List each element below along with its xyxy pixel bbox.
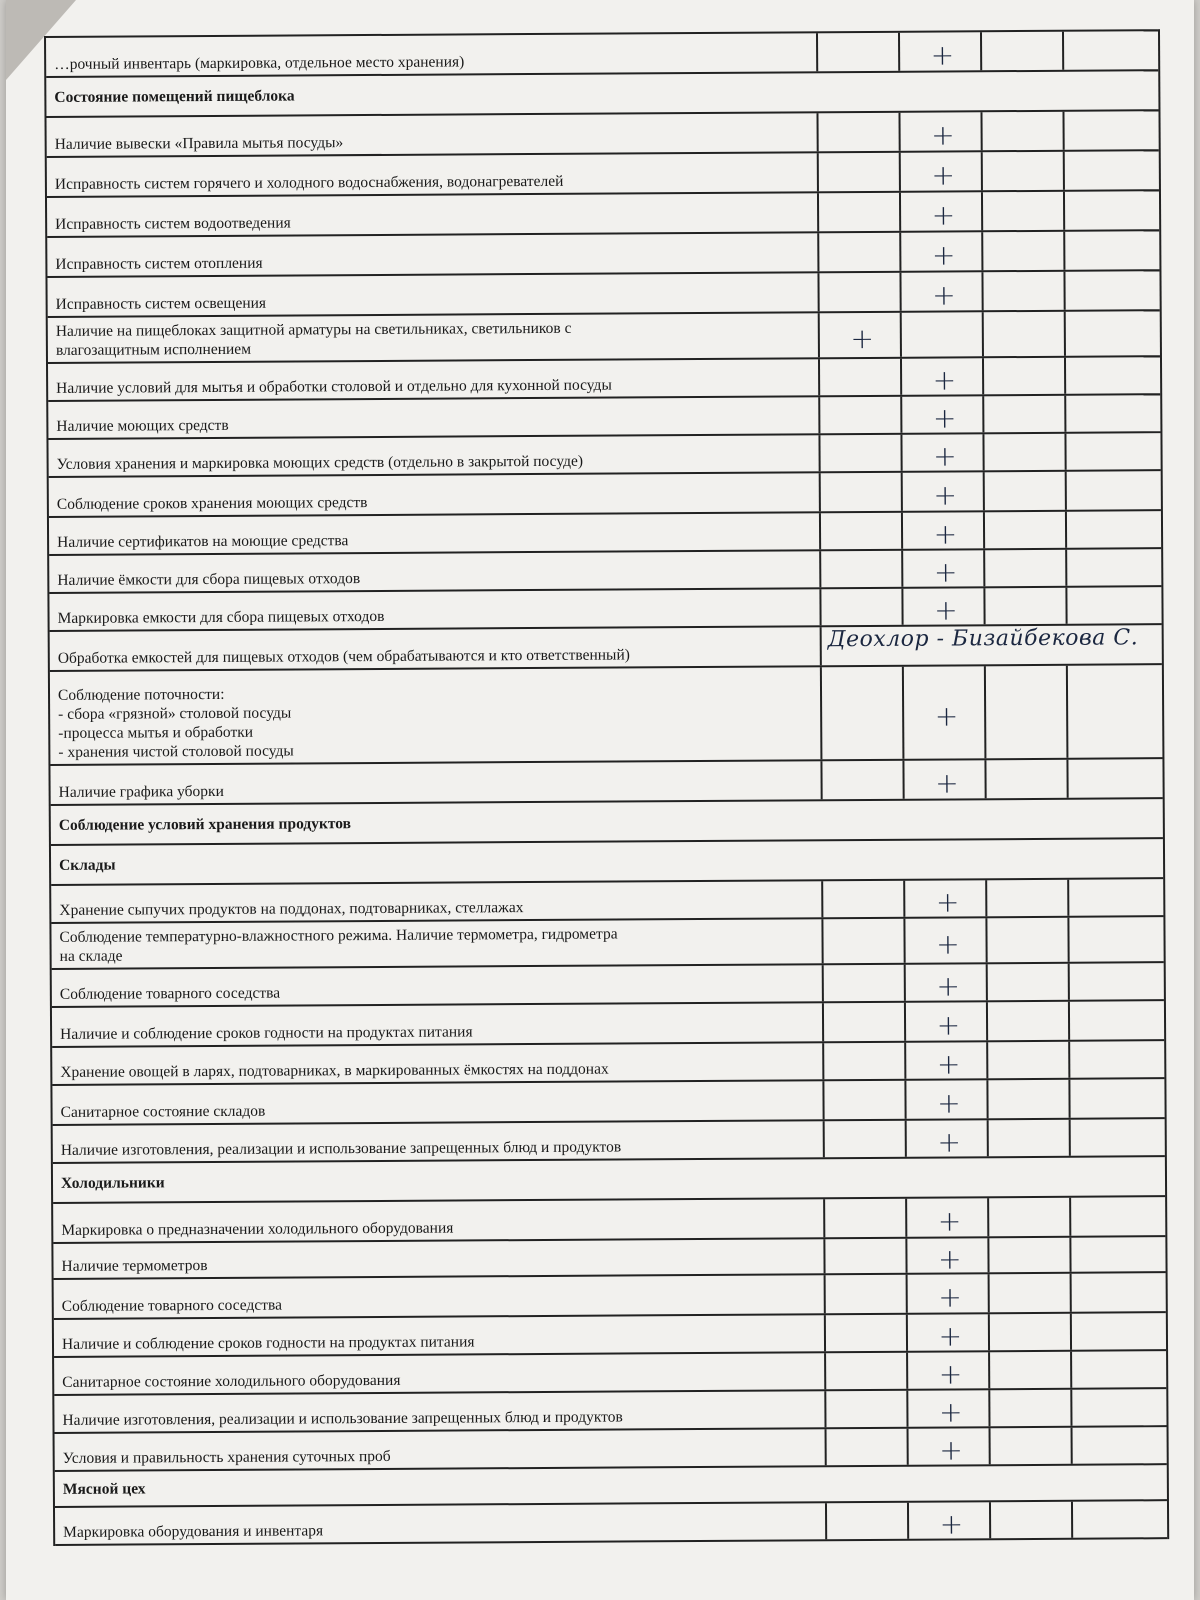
table-row <box>50 623 1162 670</box>
criterion-label: Соблюдение товарного соседства <box>59 984 281 1003</box>
mark-cell-3 <box>983 472 1065 511</box>
mark-cell-4 <box>1063 191 1159 230</box>
table-row <box>48 393 1160 438</box>
handwritten-plus-mark: + <box>938 1357 963 1391</box>
mark-cell-2 <box>904 1080 986 1119</box>
handwritten-plus-mark: + <box>937 1125 961 1159</box>
table-row <box>48 355 1160 400</box>
handwritten-plus-mark: + <box>933 517 958 551</box>
mark-cell-2 <box>906 1314 988 1351</box>
mark-cell-3 <box>988 1390 1070 1427</box>
mark-cell-2 <box>905 1120 987 1157</box>
criterion-label: Соблюдение температурно-влажностного режима. Наличие термометра, гидрометра на складе <box>59 925 618 965</box>
handwritten-plus-mark: + <box>938 1395 963 1429</box>
table-row <box>49 585 1161 630</box>
handwritten-plus-mark: + <box>934 593 958 627</box>
mark-cell-4 <box>1064 357 1160 394</box>
mark-cell-2 <box>902 666 985 758</box>
mark-cell-2 <box>899 152 981 191</box>
mark-cell-2 <box>902 760 984 799</box>
handwritten-plus-mark: + <box>931 198 956 232</box>
mark-cell-2 <box>901 550 983 587</box>
criterion-label: Исправность систем горячего и холодного водоснабжения, водонагревателей <box>54 172 564 193</box>
table-row <box>52 999 1164 1046</box>
handwritten-plus-mark: + <box>939 1433 963 1467</box>
mark-cell-3 <box>985 880 1067 917</box>
criterion-label: Соблюдение сроков хранения моющих средств <box>56 494 368 513</box>
mark-cell-4 <box>1065 471 1161 510</box>
mark-cell-1 <box>818 435 900 472</box>
mark-cell-3 <box>986 1042 1068 1079</box>
criterion-label: Соблюдение поточности: - сбора «грязной» столовой посуды -процесса мытья и обработки - хранения чистой столовой посуды <box>57 685 294 761</box>
document-sheet <box>6 0 1194 1600</box>
mark-cell-1 <box>822 1003 904 1042</box>
handwritten-plus-mark: + <box>935 766 959 800</box>
mark-cell-3 <box>980 112 1062 151</box>
criterion-label: Маркировка о предназначении холодильного оборудования <box>61 1219 454 1239</box>
table-row <box>48 309 1160 362</box>
mark-cell-2 <box>904 1042 986 1079</box>
criterion-label: Соблюдение товарного соседства <box>61 1296 283 1315</box>
mark-cell-3 <box>984 666 1067 758</box>
mark-cell-1 <box>818 359 900 396</box>
mark-cell-1 <box>823 1239 905 1274</box>
mark-cell-2 <box>906 1352 988 1389</box>
handwritten-plus-mark: + <box>933 478 958 512</box>
mark-cell-3 <box>986 964 1068 1001</box>
mark-cell-3 <box>983 550 1065 587</box>
mark-cell-1 <box>821 919 903 964</box>
criterion-label: Наличие и соблюдение сроков годности на продуктах питания <box>61 1333 475 1353</box>
mark-cell-1 <box>823 1199 905 1238</box>
table-row <box>52 961 1164 1006</box>
criterion-label: Наличие и соблюдение сроков годности на продуктах питания <box>60 1023 473 1043</box>
criterion-label: Наличие вывески «Правила мытья посуды» <box>54 134 344 153</box>
handwritten-plus-mark: + <box>932 401 957 435</box>
table-row <box>50 757 1162 804</box>
mark-cell-3 <box>982 358 1064 395</box>
section-title: Склады <box>59 856 116 874</box>
mark-cell-2 <box>901 512 983 549</box>
mark-cell-4 <box>1062 31 1158 70</box>
mark-cell-2 <box>899 192 981 231</box>
mark-cell-1 <box>824 1353 906 1390</box>
mark-cell-4 <box>1069 1119 1165 1156</box>
criterion-label: Наличие графика уборки <box>58 782 224 801</box>
mark-cell-2 <box>901 472 983 511</box>
mark-cell-4 <box>1064 311 1160 356</box>
section-header-row <box>51 837 1163 884</box>
mark-cell-1 <box>819 589 901 626</box>
mark-cell-1 <box>817 233 899 272</box>
handwritten-plus-mark: + <box>936 1008 961 1042</box>
mark-cell-4 <box>1067 917 1163 962</box>
table-row <box>54 1387 1166 1432</box>
mark-cell-3 <box>981 272 1063 311</box>
mark-cell-3 <box>987 1238 1069 1273</box>
mark-cell-4 <box>1065 549 1161 586</box>
table-row <box>47 189 1159 236</box>
mark-cell-4 <box>1070 1389 1166 1426</box>
criterion-label: Санитарное состояние холодильного оборудования <box>62 1371 401 1391</box>
criterion-label: Обработка емкостей для пищевых отходов (чем обрабатываются и кто ответственный) <box>57 646 630 667</box>
table-row <box>52 1039 1164 1084</box>
handwritten-plus-mark: + <box>936 1047 961 1081</box>
table-row <box>49 547 1161 592</box>
table-row <box>51 915 1163 968</box>
handwritten-plus-mark: + <box>937 1204 962 1238</box>
mark-cell-3 <box>982 396 1064 433</box>
table-row <box>54 1271 1166 1318</box>
table-row <box>50 663 1163 764</box>
mark-cell-2 <box>899 232 981 271</box>
handwritten-plus-mark: + <box>936 969 961 1003</box>
handwritten-plus-mark: + <box>932 363 957 397</box>
table-row <box>46 29 1158 76</box>
mark-cell-4 <box>1070 1273 1166 1312</box>
criterion-label: Хранение сыпучих продуктов на поддонах, подтоварниках, стеллажах <box>59 899 524 919</box>
handwritten-note-cell <box>820 625 1162 665</box>
mark-cell-1 <box>824 1275 906 1314</box>
mark-cell-1 <box>825 1503 907 1540</box>
mark-cell-4 <box>1068 1041 1164 1078</box>
mark-cell-2 <box>901 588 983 625</box>
table-row <box>49 469 1161 516</box>
table-row <box>51 877 1163 922</box>
mark-cell-1 <box>823 1121 905 1158</box>
table-row <box>48 431 1160 476</box>
criterion-label: Санитарное состояние складов <box>60 1102 266 1121</box>
handwritten-plus-mark: + <box>934 699 959 733</box>
mark-cell-2 <box>904 964 986 1001</box>
criterion-label: Наличие изготовления, реализации и использование запрещенных блюд и продуктов <box>62 1408 623 1429</box>
mark-cell-2 <box>898 112 980 151</box>
mark-cell-4 <box>1062 111 1158 150</box>
mark-cell-3 <box>989 1502 1071 1539</box>
handwritten-plus-mark: + <box>938 1242 962 1276</box>
mark-cell-2 <box>906 1390 988 1427</box>
table-row <box>46 109 1158 156</box>
handwritten-plus-mark: + <box>935 885 960 919</box>
mark-cell-4 <box>1064 395 1160 432</box>
handwritten-plus-mark: + <box>931 238 956 272</box>
mark-cell-1 <box>820 761 902 800</box>
mark-cell-1 <box>824 1315 906 1352</box>
mark-cell-4 <box>1063 151 1159 190</box>
mark-cell-4 <box>1063 271 1159 310</box>
mark-cell-3 <box>981 192 1063 231</box>
mark-cell-2 <box>903 918 985 963</box>
mark-cell-3 <box>981 232 1063 271</box>
mark-cell-3 <box>987 1198 1069 1237</box>
mark-cell-2 <box>906 1274 988 1313</box>
criterion-label: Хранение овощей в ларях, подтоварниках, в маркированных ёмкостях на поддонах <box>60 1060 609 1081</box>
mark-cell-2 <box>903 880 985 917</box>
mark-cell-1 <box>818 313 900 358</box>
criterion-label: Наличие изготовления, реализации и использование запрещенных блюд и продуктов <box>60 1138 622 1159</box>
section-title: Состояние помещений пищеблока <box>54 86 295 106</box>
mark-cell-3 <box>983 512 1065 549</box>
section-title: Соблюдение условий хранения продуктов <box>58 814 352 834</box>
handwritten-plus-mark: + <box>930 38 955 72</box>
mark-cell-1 <box>817 153 899 192</box>
mark-cell-4 <box>1070 1313 1166 1350</box>
mark-cell-4 <box>1065 587 1161 624</box>
mark-cell-3 <box>980 32 1062 71</box>
mark-cell-4 <box>1068 963 1164 1000</box>
mark-cell-1 <box>822 1081 904 1120</box>
handwritten-plus-mark: + <box>850 322 875 356</box>
handwritten-plus-mark: + <box>937 1086 961 1120</box>
mark-cell-4 <box>1066 759 1162 798</box>
handwritten-plus-mark: + <box>931 118 955 152</box>
mark-cell-4 <box>1070 1351 1166 1388</box>
mark-cell-4 <box>1064 433 1160 470</box>
mark-cell-4 <box>1069 1197 1165 1236</box>
checklist-table <box>44 29 1169 1546</box>
criterion-label: Наличие термометров <box>61 1257 208 1275</box>
mark-cell-4 <box>1068 1001 1164 1040</box>
criterion-label: Условия и правильность хранения суточных проб <box>62 1447 391 1467</box>
mark-cell-2 <box>904 1002 986 1041</box>
handwritten-plus-mark: + <box>936 927 960 961</box>
mark-cell-1 <box>822 1043 904 1080</box>
section-header-row <box>51 797 1163 844</box>
mark-cell-1 <box>819 473 901 512</box>
mark-cell-2 <box>905 1198 987 1237</box>
section-title: Мясной цех <box>62 1479 146 1498</box>
criterion-label: Наличие условий для мытья и обработки столовой и отдельно для кухонной посуды <box>56 376 612 397</box>
section-header-row <box>46 69 1158 116</box>
mark-cell-4 <box>1067 879 1163 916</box>
criterion-label: Условия хранения и маркировка моющих средств (отдельно в закрытой посуде) <box>56 452 584 473</box>
criterion-label: Исправность систем освещения <box>55 294 267 313</box>
mark-cell-1 <box>825 1429 907 1466</box>
mark-cell-3 <box>982 312 1064 357</box>
mark-cell-2 <box>898 32 980 71</box>
criterion-label: …рочный инвентарь (маркировка, отдельное место хранения) <box>54 53 465 73</box>
mark-cell-4 <box>1069 1237 1165 1272</box>
mark-cell-2 <box>900 312 982 357</box>
handwritten-plus-mark: + <box>933 439 957 473</box>
table-row <box>53 1117 1165 1162</box>
section-header-row <box>55 1463 1167 1506</box>
table-row <box>47 229 1159 276</box>
mark-cell-2 <box>900 358 982 395</box>
handwritten-note: Деохлор - Бизайбекова С. <box>827 625 1139 653</box>
mark-cell-3 <box>988 1274 1070 1313</box>
mark-cell-3 <box>986 1080 1068 1119</box>
mark-cell-4 <box>1068 1079 1164 1118</box>
mark-cell-1 <box>817 193 899 232</box>
mark-cell-2 <box>907 1428 989 1465</box>
table-row <box>54 1349 1166 1394</box>
mark-cell-4 <box>1065 511 1161 548</box>
criterion-label: Исправность систем отопления <box>55 254 263 273</box>
table-row <box>47 269 1159 316</box>
mark-cell-3 <box>983 588 1065 625</box>
mark-cell-1 <box>816 113 898 152</box>
handwritten-plus-mark: + <box>939 1507 964 1541</box>
mark-cell-3 <box>982 434 1064 471</box>
handwritten-plus-mark: + <box>933 555 958 589</box>
mark-cell-4 <box>1063 231 1159 270</box>
mark-cell-3 <box>981 152 1063 191</box>
criterion-label: Наличие на пищеблоках защитной арматуры на светильниках, светильников с влагозащитным исполнением <box>55 319 572 359</box>
table-row <box>49 509 1161 554</box>
criterion-label: Маркировка оборудования и инвентаря <box>63 1522 324 1541</box>
handwritten-plus-mark: + <box>931 158 956 192</box>
mark-cell-4 <box>1071 1427 1167 1464</box>
mark-cell-3 <box>986 1002 1068 1041</box>
mark-cell-3 <box>987 1120 1069 1157</box>
mark-cell-2 <box>899 272 981 311</box>
section-header-row <box>53 1155 1165 1202</box>
mark-cell-4 <box>1066 665 1163 758</box>
table-row <box>52 1077 1164 1124</box>
handwritten-plus-mark: + <box>932 278 956 312</box>
mark-cell-1 <box>818 397 900 434</box>
mark-cell-2 <box>900 434 982 471</box>
mark-cell-1 <box>816 33 898 72</box>
mark-cell-2 <box>905 1238 987 1276</box>
criterion-label: Наличие моющих средств <box>56 416 229 435</box>
mark-cell-1 <box>819 513 901 550</box>
table-row <box>55 1425 1167 1470</box>
table-row <box>47 149 1159 196</box>
criterion-label: Маркировка емкости для сбора пищевых отходов <box>57 607 385 627</box>
handwritten-plus-mark: + <box>938 1319 963 1353</box>
mark-cell-3 <box>985 918 1067 963</box>
mark-cell-1 <box>821 881 903 918</box>
criterion-label: Наличие сертификатов на моющие средства <box>57 532 349 551</box>
mark-cell-3 <box>988 1314 1070 1351</box>
mark-cell-1 <box>817 273 899 312</box>
criterion-label: Исправность систем водоотведения <box>55 214 291 233</box>
mark-cell-2 <box>907 1502 989 1539</box>
mark-cell-1 <box>824 1391 906 1428</box>
mark-cell-3 <box>984 760 1066 799</box>
mark-cell-3 <box>989 1428 1071 1465</box>
table-row <box>55 1499 1167 1546</box>
handwritten-plus-mark: + <box>938 1280 962 1314</box>
criterion-label: Наличие ёмкости для сбора пищевых отходов <box>57 570 361 589</box>
mark-cell-4 <box>1071 1501 1167 1538</box>
table-row <box>54 1311 1166 1356</box>
mark-cell-1 <box>822 965 904 1002</box>
table-row <box>53 1235 1165 1278</box>
mark-cell-1 <box>820 667 903 759</box>
mark-cell-3 <box>988 1352 1070 1389</box>
section-title: Холодильники <box>60 1173 165 1192</box>
mark-cell-2 <box>900 396 982 433</box>
mark-cell-1 <box>819 551 901 588</box>
table-row <box>53 1195 1165 1242</box>
